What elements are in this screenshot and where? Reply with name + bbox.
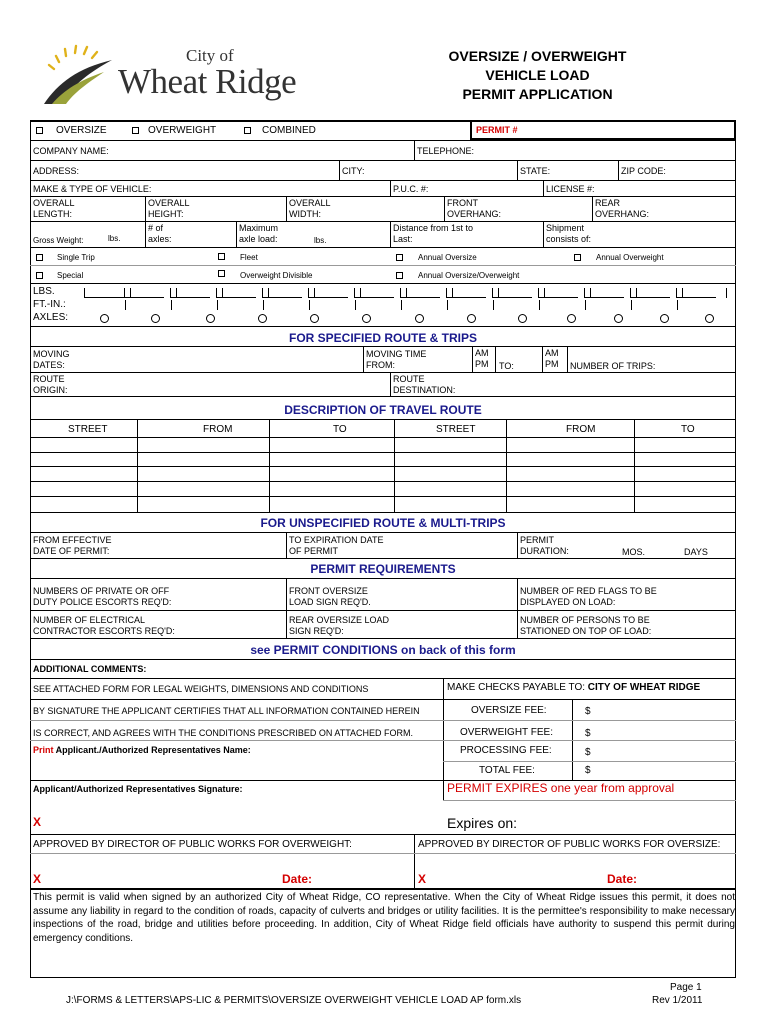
axle-lbs-blank[interactable] xyxy=(216,297,256,298)
title-line-2: VEHICLE LOAD xyxy=(485,67,590,83)
route-origin-label[interactable]: ROUTE ORIGIN: xyxy=(33,374,68,395)
front-overhang-label[interactable]: FRONT OVERHANG: xyxy=(447,198,502,219)
axle-spacing-tick[interactable] xyxy=(631,300,632,310)
permit-expires-note: PERMIT EXPIRES one year from approval xyxy=(447,781,675,795)
axle-lbs-blank[interactable] xyxy=(308,297,348,298)
axle-circle[interactable] xyxy=(660,314,669,323)
specified-route-heading: FOR SPECIFIED ROUTE & TRIPS xyxy=(288,331,477,345)
overweight-divisible-option: Overweight Divisible xyxy=(240,271,313,280)
axle-axles-label: AXLES: xyxy=(33,312,69,323)
overweight-signature-x[interactable]: X xyxy=(33,872,42,886)
oversize-option: OVERSIZE xyxy=(56,125,107,136)
title-line-3: PERMIT APPLICATION xyxy=(462,86,613,102)
overweight-fee-label: OVERWEIGHT FEE: xyxy=(460,727,553,738)
gross-weight-label[interactable]: Gross Weight: xyxy=(33,236,84,245)
annual-overweight-option: Annual Overweight xyxy=(596,253,664,262)
axle-circle[interactable] xyxy=(151,314,160,323)
axle-spacing-tick[interactable] xyxy=(401,300,402,310)
axle-spacing-tick[interactable] xyxy=(493,300,494,310)
annual-oversize-option: Annual Oversize xyxy=(418,253,477,262)
requirements-heading: PERMIT REQUIREMENTS xyxy=(310,562,456,576)
oversize-fee-dollar[interactable]: $ xyxy=(585,706,591,717)
axle-spacing-tick[interactable] xyxy=(585,300,586,310)
route-row-line[interactable] xyxy=(30,437,736,438)
oversize-fee-label: OVERSIZE FEE: xyxy=(471,705,547,716)
processing-fee-label: PROCESSING FEE: xyxy=(460,745,552,756)
effective-date-label[interactable]: FROM EFFECTIVE DATE OF PERMIT: xyxy=(33,535,112,556)
axle-lbs-label: LBS. xyxy=(33,286,55,297)
route-col-to-1: TO xyxy=(333,424,347,435)
axle-circle[interactable] xyxy=(258,314,267,323)
route-row-line[interactable] xyxy=(30,452,736,453)
duration-days: DAYS xyxy=(684,547,708,557)
title-line-1: OVERSIZE / OVERWEIGHT xyxy=(448,48,627,64)
city-field[interactable]: CITY: xyxy=(342,166,365,176)
axle-spacing-tick[interactable] xyxy=(263,300,264,310)
overall-length-label[interactable]: OVERALL LENGTH: xyxy=(33,198,75,219)
moving-time-label[interactable]: MOVING TIME FROM: xyxy=(366,349,427,370)
red-flags-label[interactable]: NUMBER OF RED FLAGS TO BE DISPLAYED ON LOAD: xyxy=(520,586,657,607)
time-from-ampm[interactable]: AM PM xyxy=(475,348,489,369)
axle-lbs-blank[interactable] xyxy=(124,297,164,298)
num-axles-label[interactable]: # of axles: xyxy=(148,223,172,244)
overweight-checkbox[interactable] xyxy=(132,127,139,134)
single-trip-checkbox[interactable] xyxy=(36,254,43,261)
axle-circle[interactable] xyxy=(310,314,319,323)
permit-number-label: PERMIT # xyxy=(476,125,518,135)
axle-circle[interactable] xyxy=(614,314,623,323)
zip-field[interactable]: ZIP CODE: xyxy=(621,166,666,176)
annual-oversize-checkbox[interactable] xyxy=(396,254,403,261)
city-logo xyxy=(38,38,333,108)
axle-lbs-blank[interactable] xyxy=(538,297,578,298)
legal-weights-note: SEE ATTACHED FORM FOR LEGAL WEIGHTS, DIMENSIONS AND CONDITIONS xyxy=(33,684,369,694)
route-col-line xyxy=(269,419,270,512)
permit-duration-label[interactable]: PERMIT DURATION: xyxy=(520,535,569,556)
fleet-option: Fleet xyxy=(240,253,258,262)
axle-lbs-blank[interactable] xyxy=(84,297,124,298)
axle-circle[interactable] xyxy=(415,314,424,323)
make-type-field[interactable]: MAKE & TYPE OF VEHICLE: xyxy=(33,184,152,194)
route-col-line xyxy=(506,419,507,512)
axle-spacing-tick[interactable] xyxy=(125,300,126,310)
number-of-trips-label[interactable]: NUMBER OF TRIPS: xyxy=(570,361,656,371)
checks-payable: MAKE CHECKS PAYABLE TO: CITY OF WHEAT RIDGE xyxy=(447,682,701,693)
persons-on-load-label[interactable]: NUMBER OF PERSONS TO BE STATIONED ON TOP OF LOAD: xyxy=(520,615,652,636)
print-name-label[interactable]: Print Applicant./Authorized Representatives Name: xyxy=(33,745,251,755)
overall-width-label[interactable]: OVERALL WIDTH: xyxy=(289,198,331,219)
certify-text-2: IS CORRECT, AND AGREES WITH THE CONDITIONS PRESCRIBED ON ATTACHED FORM. xyxy=(33,728,414,738)
axle-lbs-blank[interactable] xyxy=(400,297,440,298)
axle-spacing-tick[interactable] xyxy=(677,300,678,310)
expires-on-label[interactable]: Expires on: xyxy=(447,815,518,831)
shipment-label[interactable]: Shipment consists of: xyxy=(546,223,592,244)
file-path: J:\FORMS & LETTERS\APS-LIC & PERMITS\OVERSIZE OVERWEIGHT VEHICLE LOAD AP form.xls xyxy=(66,995,522,1006)
axle-load-lbs: lbs. xyxy=(314,236,327,245)
axle-lbs-tick xyxy=(726,288,727,298)
conditions-heading: see PERMIT CONDITIONS on back of this form xyxy=(250,643,516,657)
route-col-from-1: FROM xyxy=(203,424,233,435)
axle-spacing-tick[interactable] xyxy=(217,300,218,310)
overweight-divisible-checkbox[interactable] xyxy=(218,270,225,277)
route-col-to-2: TO xyxy=(681,424,695,435)
description-heading: DESCRIPTION OF TRAVEL ROUTE xyxy=(284,403,482,417)
revision: Rev 1/2011 xyxy=(652,995,703,1006)
time-to-label: TO: xyxy=(499,361,514,371)
expiration-date-label[interactable]: TO EXPIRATION DATE OF PERMIT xyxy=(289,535,384,556)
license-field[interactable]: LICENSE #: xyxy=(546,184,595,194)
axle-circle[interactable] xyxy=(100,314,109,323)
axle-lbs-blank[interactable] xyxy=(446,297,486,298)
axle-circle[interactable] xyxy=(567,314,576,323)
axle-circle[interactable] xyxy=(206,314,215,323)
combined-option: COMBINED xyxy=(262,125,316,136)
form-title xyxy=(420,47,655,104)
oversize-date-label[interactable]: Date: xyxy=(607,872,638,886)
axle-lbs-blank[interactable] xyxy=(676,297,716,298)
axle-lbs-blank[interactable] xyxy=(354,297,394,298)
route-col-line xyxy=(394,419,395,512)
logo-wheat-ridge: Wheat Ridge xyxy=(118,62,297,101)
moving-dates-label[interactable]: MOVING DATES: xyxy=(33,349,70,370)
gross-weight-lbs: lbs. xyxy=(108,234,121,243)
route-col-street-2: STREET xyxy=(436,424,476,435)
oversize-signature-x[interactable]: X xyxy=(418,872,427,886)
address-field[interactable]: ADDRESS: xyxy=(33,166,80,176)
special-checkbox[interactable] xyxy=(36,272,43,279)
axle-spacing-tick[interactable] xyxy=(355,300,356,310)
axle-ft-label: FT.-IN.: xyxy=(33,299,66,310)
oversize-checkbox[interactable] xyxy=(36,127,43,134)
fleet-checkbox[interactable] xyxy=(218,253,225,260)
certify-text-1: BY SIGNATURE THE APPLICANT CERTIFIES THAT ALL INFORMATION CONTAINED HEREIN xyxy=(33,706,420,716)
axle-circle[interactable] xyxy=(362,314,371,323)
telephone-field[interactable]: TELEPHONE: xyxy=(417,146,475,156)
route-row-line[interactable] xyxy=(30,496,736,497)
axle-spacing-tick[interactable] xyxy=(539,300,540,310)
overweight-date-label[interactable]: Date: xyxy=(282,872,313,886)
approved-oversize-label: APPROVED BY DIRECTOR OF PUBLIC WORKS FOR OVERSIZE: xyxy=(418,839,721,850)
axle-spacing-tick[interactable] xyxy=(171,300,172,310)
approved-overweight-label: APPROVED BY DIRECTOR OF PUBLIC WORKS FOR OVERWEIGHT: xyxy=(33,839,352,850)
processing-fee-dollar[interactable]: $ xyxy=(585,747,591,758)
axle-lbs-blank[interactable] xyxy=(492,297,532,298)
axle-lbs-blank[interactable] xyxy=(262,297,302,298)
logo-city-of: City of xyxy=(186,46,234,65)
combined-checkbox[interactable] xyxy=(244,127,251,134)
state-field[interactable]: STATE: xyxy=(520,166,551,176)
axle-lbs-blank[interactable] xyxy=(170,297,210,298)
additional-comments-label[interactable]: ADDITIONAL COMMENTS: xyxy=(33,664,147,674)
electrical-escorts-label[interactable]: NUMBER OF ELECTRICAL CONTRACTOR ESCORTS REQ'D: xyxy=(33,615,175,636)
total-fee-label: TOTAL FEE: xyxy=(479,765,535,776)
route-row-line[interactable] xyxy=(30,466,736,467)
unspecified-route-heading: FOR UNSPECIFIED ROUTE & MULTI-TRIPS xyxy=(260,516,506,530)
rear-overhang-label[interactable]: REAR OVERHANG: xyxy=(595,198,650,219)
route-col-from-2: FROM xyxy=(566,424,596,435)
page-number: Page 1 xyxy=(670,982,702,993)
signature-x[interactable]: X xyxy=(33,815,42,829)
route-destination-label[interactable]: ROUTE DESTINATION: xyxy=(393,374,456,395)
annual-oversize-overweight-checkbox[interactable] xyxy=(396,272,403,279)
axle-lbs-blank[interactable] xyxy=(584,297,624,298)
route-col-street-1: STREET xyxy=(68,424,108,435)
route-col-line xyxy=(634,419,635,512)
annual-oversize-overweight-option: Annual Oversize/Overweight xyxy=(418,271,520,280)
total-fee-dollar[interactable]: $ xyxy=(585,765,591,776)
axle-circle[interactable] xyxy=(518,314,527,323)
signature-label[interactable]: Applicant/Authorized Representatives Signature: xyxy=(33,784,243,794)
duration-months: MOS. xyxy=(622,547,646,557)
company-name-field[interactable]: COMPANY NAME: xyxy=(33,146,109,156)
police-escorts-label[interactable]: NUMBERS OF PRIVATE OR OFF DUTY POLICE ESCORTS REQ'D: xyxy=(33,586,172,607)
overall-height-label[interactable]: OVERALL HEIGHT: xyxy=(148,198,190,219)
axle-spacing-tick[interactable] xyxy=(309,300,310,310)
max-axle-load-label[interactable]: Maximum axle load: xyxy=(239,223,279,244)
axle-circle[interactable] xyxy=(705,314,714,323)
puc-field[interactable]: P.U.C. #: xyxy=(393,184,429,194)
single-trip-option: Single Trip xyxy=(57,253,95,262)
wheat-logo-icon xyxy=(38,38,118,108)
annual-overweight-checkbox[interactable] xyxy=(574,254,581,261)
time-to-ampm[interactable]: AM PM xyxy=(545,348,559,369)
overweight-fee-dollar[interactable]: $ xyxy=(585,728,591,739)
route-row-line[interactable] xyxy=(30,481,736,482)
rear-sign-label[interactable]: REAR OVERSIZE LOAD SIGN REQ'D: xyxy=(289,615,390,636)
axle-circle[interactable] xyxy=(467,314,476,323)
disclaimer-text: This permit is valid when signed by an authorized City of Wheat Ridge, CO representative. When the City of Wheat Ridge issues this permit, it does not assume any liability in regard to the condition of roads, capacity of culverts and bridges or utility facilities. It is the permittee's responsibility to make necessary inspections of the road, bridge and utilities before proceeding. In addition, City of Wheat Ridge field officials have authority to suspend this permit during emergency conditions. xyxy=(33,892,735,944)
distance-label[interactable]: Distance from 1st to Last: xyxy=(393,223,474,244)
front-sign-label[interactable]: FRONT OVERSIZE LOAD SIGN REQ'D. xyxy=(289,586,371,607)
special-option: Special xyxy=(57,271,84,280)
axle-spacing-tick[interactable] xyxy=(447,300,448,310)
overweight-option: OVERWEIGHT xyxy=(148,125,217,136)
route-col-line xyxy=(137,419,138,512)
axle-lbs-blank[interactable] xyxy=(630,297,670,298)
